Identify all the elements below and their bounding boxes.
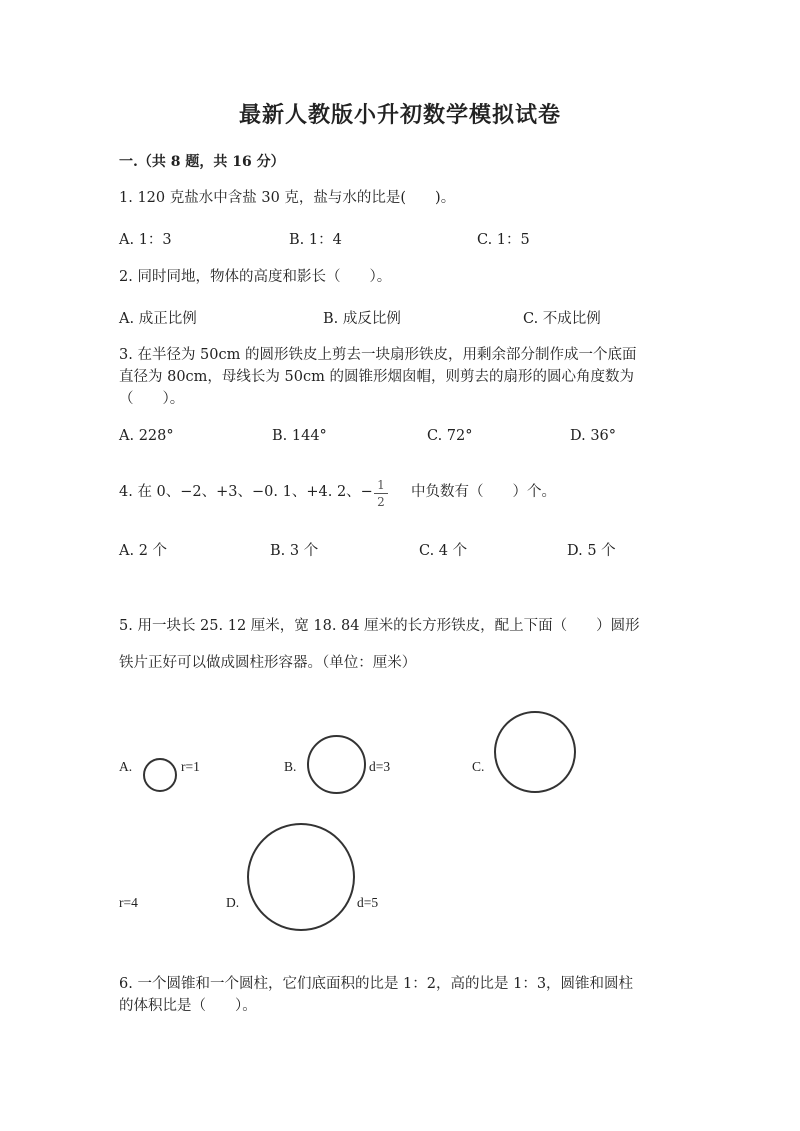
question-4-text-before: 4. 在 0、−2、+3、−0. 1、+4. 2、− (119, 484, 373, 500)
question-3-option-c: C. 72° (427, 428, 473, 444)
question-1-option-b: B. 1：4 (289, 232, 342, 248)
fraction-one-half (374, 478, 388, 509)
question-6-line-1: 6. 一个圆锥和一个圆柱，它们底面积的比是 1：2，高的比是 1：3，圆锥和圆柱 (119, 976, 634, 992)
question-4-option-d: D. 5 个 (567, 543, 616, 559)
circle-option-a (143, 758, 177, 792)
question-4-option-c: C. 4 个 (419, 543, 468, 559)
circle-d-label: d=5 (357, 895, 379, 910)
question-5-option-b: B. (284, 759, 297, 774)
question-4-option-a: A. 2 个 (119, 543, 168, 559)
question-2-option-c: C. 不成比例 (523, 311, 601, 327)
question-3-option-b: B. 144° (272, 428, 327, 444)
question-6-line-2: 的体积比是（ ）。 (119, 998, 257, 1014)
section-heading: 一.（共 8 题，共 16 分） (119, 154, 285, 170)
question-3-line-3: （ ）。 (119, 391, 185, 407)
circle-c-label: r=4 (119, 895, 138, 910)
fraction-denominator: 2 (377, 495, 385, 509)
circle-option-d (247, 823, 355, 931)
question-2-option-a: A. 成正比例 (119, 311, 197, 327)
question-5-line-2: 铁片正好可以做成圆柱形容器。（单位：厘米） (119, 655, 417, 671)
question-4-text-after: 中负数有（ ）个。 (411, 484, 556, 500)
question-5-line-1: 5. 用一块长 25. 12 厘米，宽 18. 84 厘米的长方形铁皮，配上下面（ ）圆形 (119, 618, 640, 634)
circle-b-label: d=3 (369, 759, 391, 774)
question-1-option-c: C. 1：5 (477, 232, 530, 248)
fraction-bar (374, 493, 388, 494)
question-1-text: 1. 120 克盐水中含盐 30 克，盐与水的比是( )。 (119, 190, 456, 206)
fraction-numerator: 1 (377, 478, 385, 492)
question-3-option-d: D. 36° (570, 428, 617, 444)
question-1-option-a: A. 1：3 (119, 232, 172, 248)
question-2-option-b: B. 成反比例 (323, 311, 401, 327)
circle-option-b (307, 735, 366, 794)
question-5-option-d: D. (226, 895, 240, 910)
circle-a-label: r=1 (181, 759, 200, 774)
question-3-line-1: 3. 在半径为 50cm 的圆形铁皮上剪去一块扇形铁皮，用剩余部分制作成一个底面 (119, 347, 637, 363)
question-3-option-a: A. 228° (119, 428, 174, 444)
question-2-text: 2. 同时同地，物体的高度和影长（ ）。 (119, 269, 392, 285)
circle-option-c (494, 711, 576, 793)
question-4-option-b: B. 3 个 (270, 543, 319, 559)
question-5-option-c: C. (472, 759, 485, 774)
question-3-line-2: 直径为 80cm，母线长为 50cm 的圆锥形烟囱帽，则剪去的扇形的圆心角度数为 (119, 369, 634, 385)
question-5-option-a: A. (119, 759, 133, 774)
page-title: 最新人教版小升初数学模拟试卷 (238, 102, 561, 128)
